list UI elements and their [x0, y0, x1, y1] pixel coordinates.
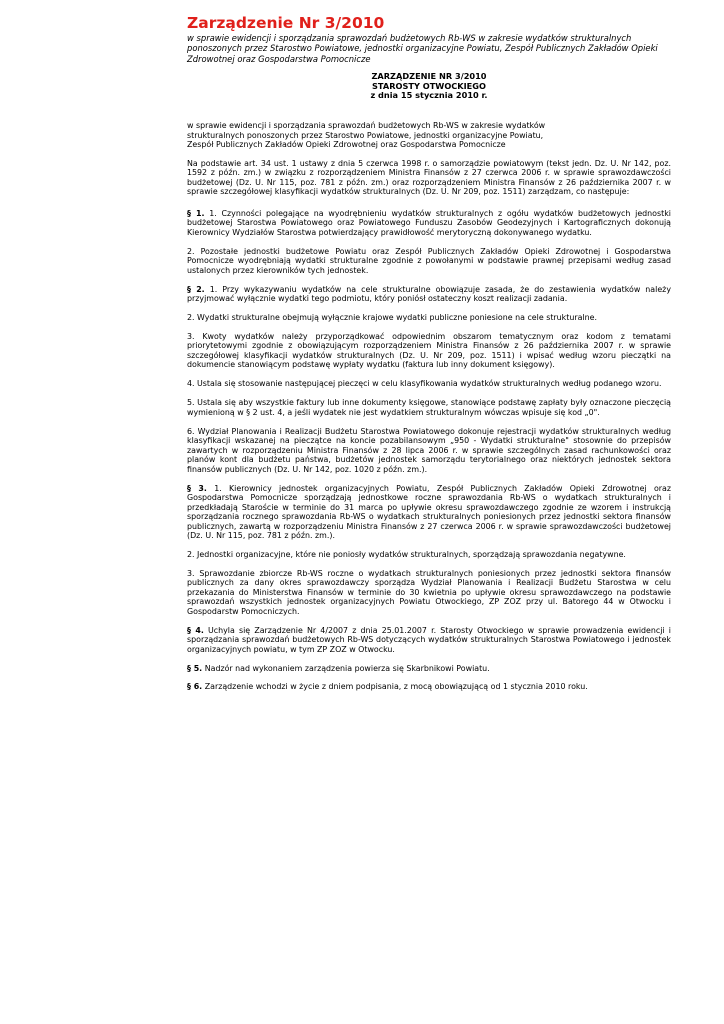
ordinance-heading	[187, 72, 671, 101]
section-2-paragraph-4: 4. Ustala się stosowanie następującej pieczęci w celu klasyfikowania wydatków strukturalnych według podanego wzoru.	[187, 379, 662, 389]
section-2-paragraph-2: 2. Wydatki strukturalne obejmują wyłącznie krajowe wydatki publiczne poniesione na cele strukturalne.	[187, 313, 597, 323]
section-1-paragraph-1: § 1. 1. Czynności polegające na wyodrębnieniu wydatków strukturalnych z ogółu wydatków budżetowych jednostki budżetowej Starostwa Powiatowego oraz Powiatowego Funduszu Zasobów Geodezyjnych i Kartograficznych dokonują Kierownicy Wydziałów Starostwa potwierdzający prawidłowość merytoryczną dokonywanego wydatku.	[187, 208, 671, 237]
section-6-paragraph: § 6. Zarządzenie wchodzi w życie z dniem podpisania, z mocą obowiązującą od 1 stycznia 2010 roku.	[187, 682, 588, 692]
ordinance-issuer: STAROSTY OTWOCKIEGO	[372, 80, 486, 91]
section-6-label: § 6.	[187, 682, 203, 692]
section-2-paragraph-6: 6. Wydział Planowania i Realizacji Budżetu Starostwa Powiatowego dokonuje rejestracji wydatków strukturalnych według klasyfikacji wskazanej na pieczątce na koncie pozabilansowym „950 - Wydatki strukturalne" stosownie do przepisów zawartych w rozporządzeniu Ministra Finansów z 28 lipca 2006 r. w sprawie szczególnych zasad rachunkowości oraz planów kont dla budżetu państwa, budżetów jednostek samorządu terytorialnego oraz niektórych jednostek sektora finansów publicznych (Dz. U. Nr 142, poz. 1020 z późn. zm.).	[187, 426, 671, 474]
section-3-paragraph-1: § 3. 1. Kierownicy jednostek organizacyjnych Powiatu, Zespół Publicznych Zakładów Opieki Zdrowotnej oraz Gospodarstwa Pomocnicze sporządzają jednostkowe roczne sprawozdania Rb-WS o wydatkach strukturalnych i przedkładają Staroście w terminie do 31 marca po upływie okresu sprawozdawczego zgodnie ze wzorem i instrukcją sporządzania rocznego sprawozdania Rb-WS o wydatkach strukturalnych poniesionych przez jednostki sektora finansów publicznych, zawartą w rozporządzeniu Ministra Finansów z 27 czerwca 2006 r. w sprawie sprawozdawczości budżetowej (Dz. U. Nr 115, poz. 781 z późn. zm.).	[187, 483, 672, 541]
intro-paragraph: w sprawie ewidencji i sporządzania sprawozdań budżetowych Rb-WS w zakresie wydatków strukturalnych ponoszonych przez Starostwo Powiatowe, jednostki organizacyjne Powiatu, Zespół Publicznych Zakładów Opieki Zdrowotnej oraz Gospodarstwa Pomocnicze	[187, 121, 546, 149]
document-body	[187, 121, 671, 701]
section-2-label: § 2.	[187, 284, 205, 294]
section-1-label: § 1.	[187, 208, 205, 218]
section-4-paragraph: § 4. Uchyla się Zarządzenie Nr 4/2007 z dnia 25.01.2007 r. Starosty Otwockiego w sprawie prowadzenia ewidencji i sporządzania sprawozdań budżetowych Rb-WS dotyczących wydatków strukturalnych Starostwa Powiatowego i jednostek organizacyjnych powiatu, w tym ZP ZOZ w Otwocku.	[187, 625, 671, 654]
section-4-label: § 4.	[187, 625, 204, 635]
section-3-paragraph-3: 3. Sprawozdanie zbiorcze Rb-WS roczne o wydatkach strukturalnych poniesionych przez jednostki sektora finansów publicznych za dany okres sprawozdawczy sporządza Wydział Planowania i Realizacji Budżetu Starostwa w celu przekazania do Ministerstwa Finansów w terminie do 30 kwietnia po upływie okresu sprawozdawczego na podstawie sprawozdań wszystkich jednostek organizacyjnych Powiatu Otwockiego, ZP ZOZ przy ul. Batorego 44 w Otwocku i Gospodarstw Pomocniczych.	[187, 568, 671, 616]
section-3-label: § 3.	[187, 483, 207, 493]
section-3-paragraph-2: 2. Jednostki organizacyjne, które nie poniosły wydatków strukturalnych, sporządzają sprawozdania negatywne.	[187, 549, 626, 559]
legal-basis-paragraph: Na podstawie art. 34 ust. 1 ustawy z dnia 5 czerwca 1998 r. o samorządzie powiatowym (tekst jedn. Dz. U. Nr 142, poz. 1592 z późn. zm.) w związku z rozporządzeniem Ministra Finansów z 27 czerwca 2006 r. w sprawie sprawozdawczości budżetowej (Dz. U. Nr 115, poz. 781 z późn. zm.) oraz rozporządzeniem Ministra Finansów z 26 października 2007 r. w sprawie szczegółowej klasyfikacji wydatków strukturalnych (Dz. U. Nr 209, poz. 1511) zarządzam, co następuje:	[187, 158, 671, 197]
document-subtitle: w sprawie ewidencji i sporządzania sprawozdań budżetowych Rb-WS w zakresie wydatków strukturalnych ponoszonych przez Starostwo Powiatowe, jednostki organizacyjne Powiatu, Zespół Publicznych Zakładów Opieki Zdrowotnej oraz Gospodarstwa Pomocnicze	[187, 33, 658, 64]
section-2-paragraph-5: 5. Ustala się aby wszystkie faktury lub inne dokumenty księgowe, stanowiące podstawę zapłaty były oznaczone pieczęcią wymienioną w § 2 ust. 4, a jeśli wydatek nie jest wydatkiem strukturalnym wówczas wpisuje się kod „0".	[187, 398, 671, 417]
section-5-paragraph: § 5. Nadzór nad wykonaniem zarządzenia powierza się Skarbnikowi Powiatu.	[187, 663, 490, 673]
section-2-paragraph-3: 3. Kwoty wydatków należy przyporządkować odpowiednim obszarom tematycznym oraz kodom z tematami priorytetowymi zgodnie z obowiązującym rozporządzeniem Ministra Finansów z 26 października 2007 r. w sprawie szczegółowej klasyfikacji wydatków strukturalnych (Dz. U. Nr 209, poz. 1511) i wpisać według wzoru pieczątki na dokumencie stanowiącym podstawę wypłaty wydatku (faktura lub inny dokument księgowy).	[187, 331, 671, 370]
section-2-paragraph-1: § 2. 1. Przy wykazywaniu wydatków na cele strukturalne obowiązuje zasada, że do zestawienia wydatków należy przyjmować wyłącznie wydatki tego podmiotu, który poniósł ostateczny koszt realizacji zadania.	[187, 284, 671, 304]
ordinance-date: z dnia 15 stycznia 2010 r.	[370, 90, 488, 101]
section-1-paragraph-2: 2. Pozostałe jednostki budżetowe Powiatu oraz Zespół Publicznych Zakładów Opieki Zdrowotnej i Gospodarstwa Pomocnicze wyodrębniają wydatki strukturalne zgodnie z powołanymi w podstawie prawnej przepisami według zasad ustalonych przez kierowników tych jednostek.	[187, 246, 671, 275]
section-5-label: § 5.	[187, 663, 203, 673]
document-title: Zarządzenie Nr 3/2010	[187, 14, 385, 32]
ordinance-number: ZARZĄDZENIE NR 3/2010	[371, 71, 487, 81]
